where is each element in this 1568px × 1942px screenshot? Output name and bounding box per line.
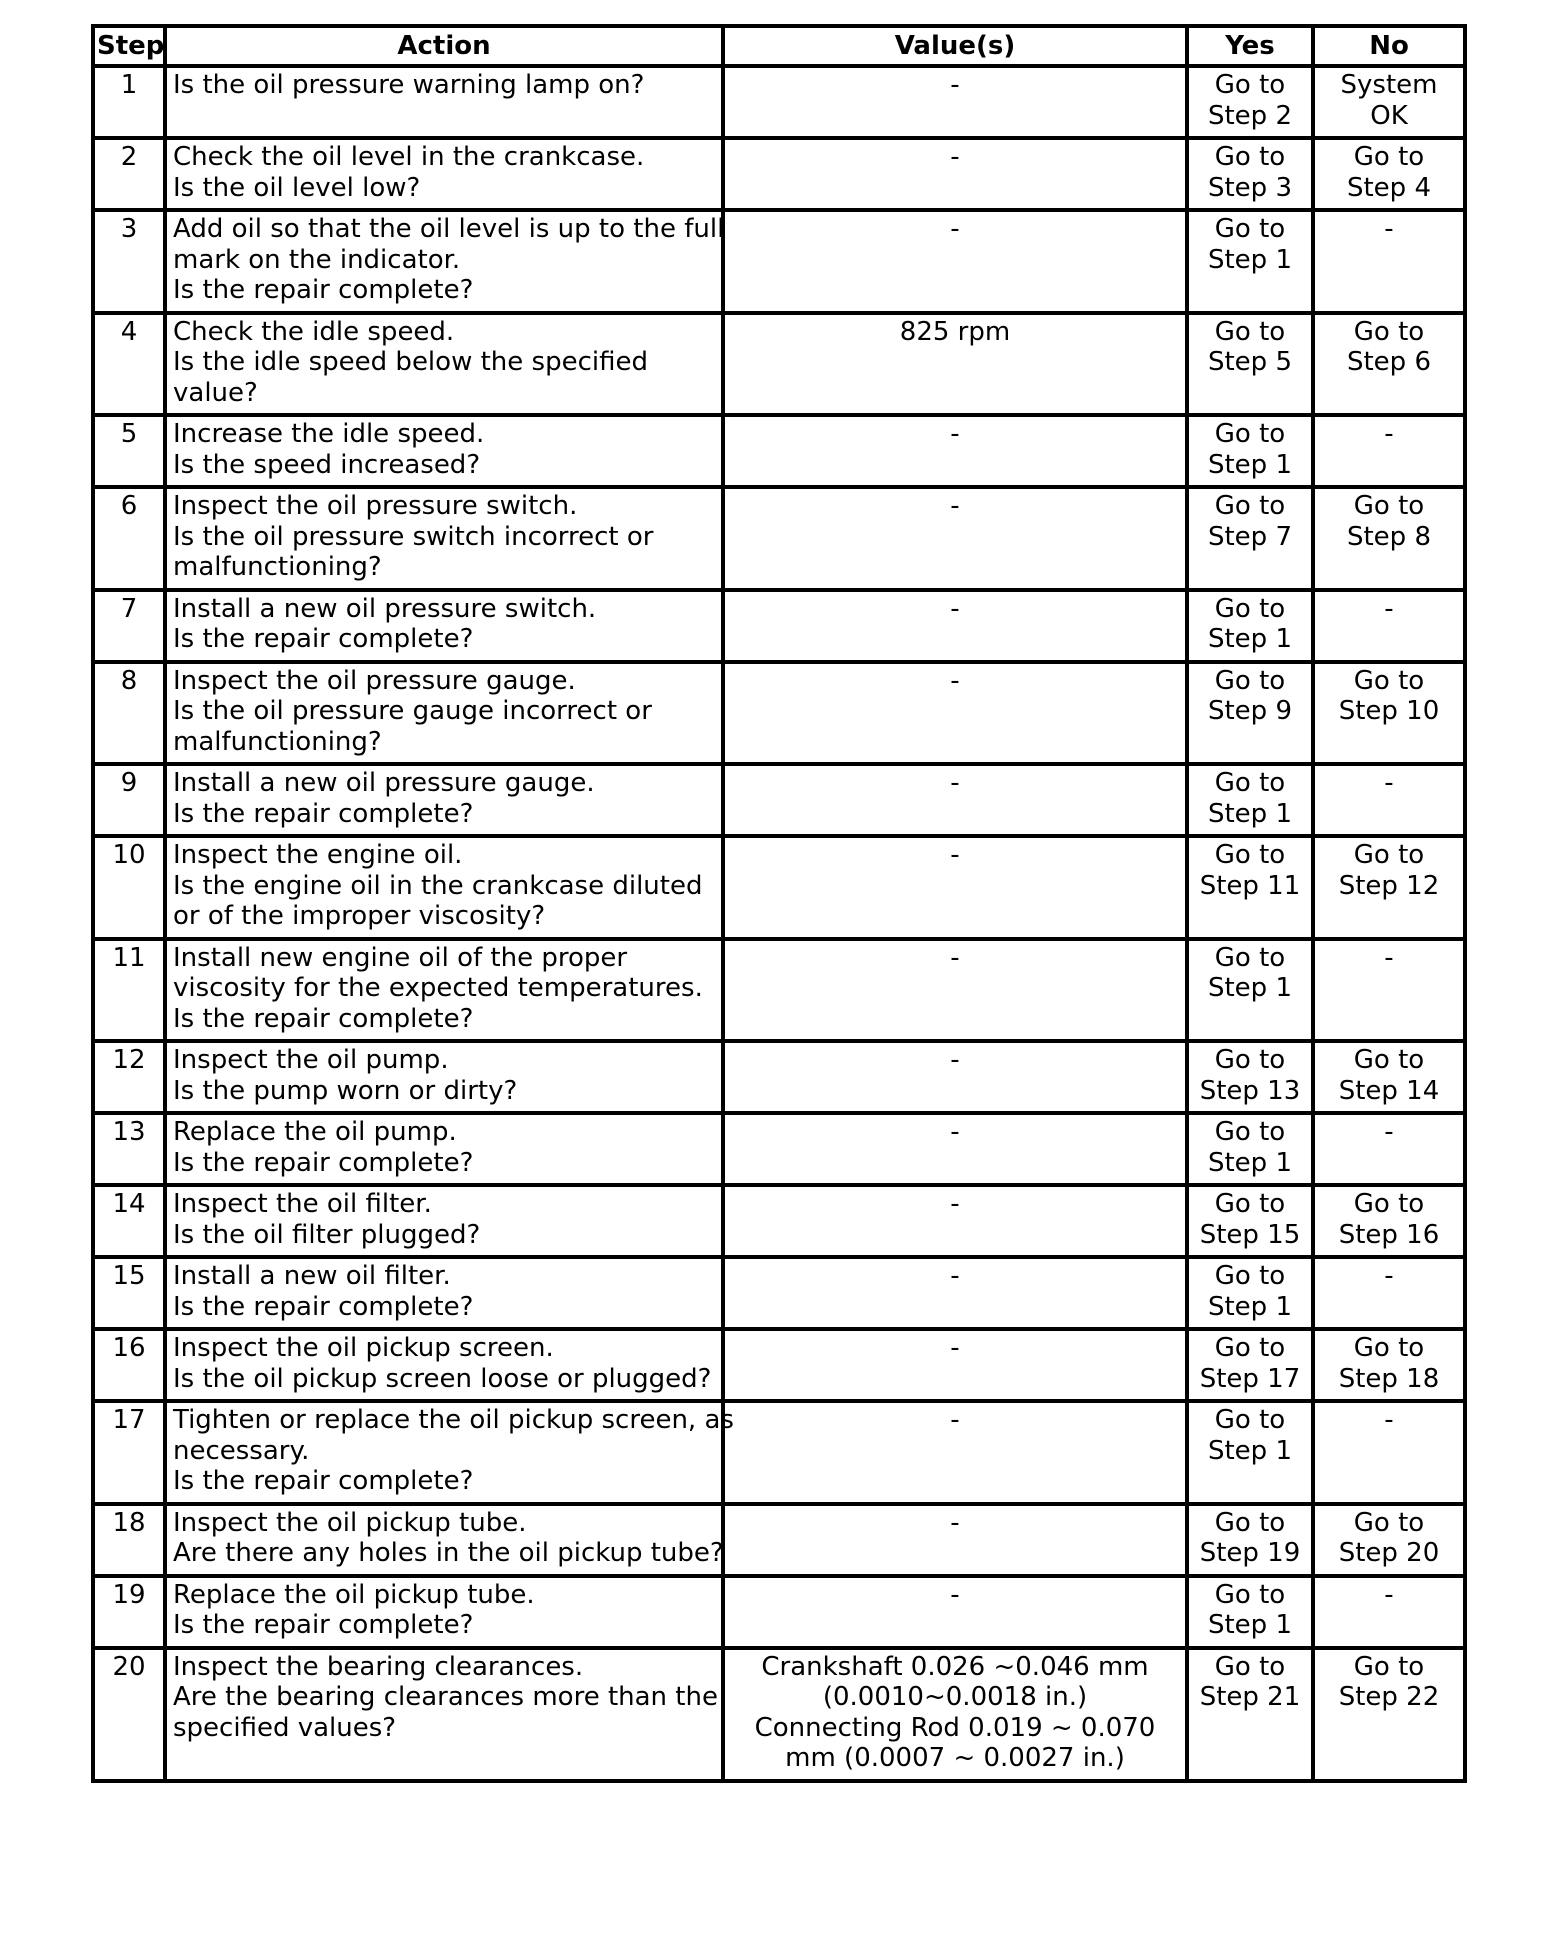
value-cell xyxy=(723,1401,1187,1504)
action-cell-line: Inspect the bearing clearances. xyxy=(173,1651,584,1682)
yes-cell-line: Go to xyxy=(1214,70,1286,100)
table-row xyxy=(93,66,1465,138)
yes-cell-line: Go to xyxy=(1214,1117,1286,1147)
no-cell-line: Step 6 xyxy=(1346,347,1431,377)
step-cell: 5 xyxy=(93,415,165,487)
step-cell: 2 xyxy=(93,138,165,210)
header-no: No xyxy=(1313,26,1465,66)
action-cell-line: Are the bearing clearances more than the xyxy=(173,1682,718,1712)
action-cell-line: Is the repair complete? xyxy=(173,1466,474,1496)
no-cell-line: - xyxy=(1384,1117,1394,1147)
table-row xyxy=(93,1648,1465,1781)
header-values: Value(s) xyxy=(723,26,1187,66)
no-cell-line: Step 12 xyxy=(1338,870,1440,901)
no-cell-line: - xyxy=(1384,1579,1394,1610)
value-cell xyxy=(723,1329,1187,1401)
action-cell-line: Is the repair complete? xyxy=(173,624,474,654)
no-cell xyxy=(1313,1257,1465,1329)
action-cell-line: Install new engine oil of the proper xyxy=(173,942,628,973)
action-cell xyxy=(165,313,723,416)
step-cell: 14 xyxy=(93,1185,165,1257)
value-cell-line: - xyxy=(950,70,960,100)
action-cell xyxy=(165,1257,723,1329)
action-cell xyxy=(165,1185,723,1257)
action-cell xyxy=(165,138,723,210)
yes-cell-line: Go to xyxy=(1214,1045,1286,1075)
value-cell-line: Crankshaft 0.026 ~0.046 mm xyxy=(761,1651,1149,1682)
no-cell-line: - xyxy=(1384,1261,1394,1291)
table-row xyxy=(93,1504,1465,1576)
yes-cell xyxy=(1187,1504,1313,1576)
action-cell-line: Is the oil pressure switch incorrect or xyxy=(173,521,654,552)
no-cell-line: Go to xyxy=(1353,665,1425,696)
step-cell: 11 xyxy=(93,939,165,1042)
yes-cell-line: Go to xyxy=(1214,768,1286,798)
no-cell xyxy=(1313,1041,1465,1113)
action-cell-line: Install a new oil filter. xyxy=(173,1261,451,1291)
value-cell-line: - xyxy=(950,1117,960,1147)
no-cell-line: - xyxy=(1384,768,1394,798)
no-cell-line: Step 16 xyxy=(1338,1219,1440,1250)
action-cell-line: or of the improper viscosity? xyxy=(173,901,546,931)
action-cell-line: Is the repair complete? xyxy=(173,1610,474,1640)
no-cell-line: - xyxy=(1384,593,1394,624)
no-cell-line: OK xyxy=(1370,100,1408,131)
value-cell xyxy=(723,1185,1187,1257)
value-cell xyxy=(723,590,1187,662)
action-cell xyxy=(165,66,723,138)
value-cell-line: - xyxy=(950,214,960,244)
step-cell: 4 xyxy=(93,313,165,416)
action-cell-line: Is the oil pressure warning lamp on? xyxy=(173,70,645,100)
action-cell-line: Is the repair complete? xyxy=(173,1003,474,1034)
table-row xyxy=(93,1185,1465,1257)
yes-cell-line: Step 5 xyxy=(1207,347,1292,377)
value-cell-line: - xyxy=(950,1045,960,1075)
action-cell xyxy=(165,836,723,939)
yes-cell xyxy=(1187,662,1313,765)
value-cell xyxy=(723,1504,1187,1576)
value-cell-line: mm (0.0007 ~ 0.0027 in.) xyxy=(785,1743,1125,1773)
table-row xyxy=(93,662,1465,765)
action-cell-line: Inspect the oil pressure switch. xyxy=(173,491,578,521)
action-cell-line: Install a new oil pressure switch. xyxy=(173,593,597,624)
value-cell xyxy=(723,662,1187,765)
step-cell: 3 xyxy=(93,210,165,313)
action-cell xyxy=(165,939,723,1042)
value-cell-line: - xyxy=(950,1189,960,1219)
step-cell: 20 xyxy=(93,1648,165,1781)
action-cell xyxy=(165,1329,723,1401)
action-cell-line: necessary. xyxy=(173,1435,310,1466)
yes-cell xyxy=(1187,138,1313,210)
diagnostic-table xyxy=(91,24,1467,1783)
action-cell xyxy=(165,764,723,836)
yes-cell-line: Go to xyxy=(1214,1651,1286,1682)
no-cell xyxy=(1313,590,1465,662)
value-cell-line: - xyxy=(950,1507,960,1538)
no-cell xyxy=(1313,138,1465,210)
action-cell-line: Is the repair complete? xyxy=(173,798,474,829)
action-cell xyxy=(165,590,723,662)
yes-cell xyxy=(1187,939,1313,1042)
action-cell-line: Is the repair complete? xyxy=(173,275,474,305)
no-cell xyxy=(1313,66,1465,138)
action-cell xyxy=(165,1113,723,1185)
no-cell-line: Step 8 xyxy=(1346,521,1431,552)
no-cell-line: Go to xyxy=(1353,1507,1425,1538)
action-cell-line: Is the idle speed below the specified xyxy=(173,347,648,377)
value-cell xyxy=(723,1257,1187,1329)
yes-cell-line: Go to xyxy=(1214,214,1286,244)
table-row xyxy=(93,210,1465,313)
yes-cell xyxy=(1187,1257,1313,1329)
step-cell: 8 xyxy=(93,662,165,765)
yes-cell-line: Go to xyxy=(1214,1333,1286,1363)
yes-cell-line: Go to xyxy=(1214,1189,1286,1219)
no-cell-line: Step 22 xyxy=(1338,1682,1440,1712)
yes-cell xyxy=(1187,1329,1313,1401)
table-row xyxy=(93,836,1465,939)
yes-cell-line: Go to xyxy=(1214,840,1286,870)
step-cell: 1 xyxy=(93,66,165,138)
no-cell xyxy=(1313,487,1465,590)
no-cell xyxy=(1313,836,1465,939)
value-cell-line: - xyxy=(950,942,960,973)
step-cell: 19 xyxy=(93,1576,165,1648)
table-row xyxy=(93,1401,1465,1504)
action-cell-line: Are there any holes in the oil pickup tube? xyxy=(173,1538,724,1568)
action-cell-line: Is the repair complete? xyxy=(173,1147,474,1178)
value-cell xyxy=(723,1648,1187,1781)
yes-cell-line: Go to xyxy=(1214,593,1286,624)
value-cell-line: - xyxy=(950,840,960,870)
action-cell xyxy=(165,1648,723,1781)
value-cell-line: - xyxy=(950,1333,960,1363)
no-cell-line: Go to xyxy=(1353,1333,1425,1363)
value-cell xyxy=(723,1113,1187,1185)
yes-cell-line: Step 19 xyxy=(1199,1538,1301,1568)
yes-cell-line: Step 1 xyxy=(1207,624,1292,654)
no-cell-line: Go to xyxy=(1353,142,1425,172)
no-cell-line: Step 14 xyxy=(1338,1075,1440,1106)
yes-cell xyxy=(1187,66,1313,138)
no-cell xyxy=(1313,415,1465,487)
no-cell xyxy=(1313,313,1465,416)
yes-cell xyxy=(1187,313,1313,416)
yes-cell-line: Step 21 xyxy=(1199,1682,1301,1712)
no-cell-line: Go to xyxy=(1353,1045,1425,1075)
value-cell-line: - xyxy=(950,142,960,172)
yes-cell-line: Step 13 xyxy=(1199,1075,1301,1106)
value-cell-line: - xyxy=(950,665,960,696)
yes-cell-line: Go to xyxy=(1214,1405,1286,1435)
yes-cell-line: Go to xyxy=(1214,1579,1286,1610)
action-cell-line: viscosity for the expected temperatures. xyxy=(173,973,703,1003)
yes-cell-line: Step 15 xyxy=(1199,1219,1301,1250)
yes-cell-line: Step 7 xyxy=(1207,521,1292,552)
action-cell-line: Inspect the oil pressure gauge. xyxy=(173,665,576,696)
no-cell xyxy=(1313,939,1465,1042)
action-cell-line: Tighten or replace the oil pickup screen, as xyxy=(173,1405,734,1435)
table-row xyxy=(93,939,1465,1042)
yes-cell xyxy=(1187,1113,1313,1185)
yes-cell xyxy=(1187,415,1313,487)
yes-cell xyxy=(1187,590,1313,662)
no-cell-line: Go to xyxy=(1353,491,1425,521)
step-cell: 12 xyxy=(93,1041,165,1113)
table-row xyxy=(93,1257,1465,1329)
no-cell xyxy=(1313,1185,1465,1257)
yes-cell-line: Step 11 xyxy=(1199,870,1301,901)
no-cell-line: - xyxy=(1384,942,1394,973)
action-cell-line: Inspect the oil pump. xyxy=(173,1045,449,1075)
value-cell xyxy=(723,836,1187,939)
yes-cell-line: Step 1 xyxy=(1207,798,1292,829)
yes-cell-line: Go to xyxy=(1214,491,1286,521)
no-cell-line: Step 10 xyxy=(1338,696,1440,726)
yes-cell-line: Step 1 xyxy=(1207,1147,1292,1178)
action-cell-line: Is the engine oil in the crankcase diluted xyxy=(173,870,703,901)
action-cell-line: Is the oil filter plugged? xyxy=(173,1219,481,1250)
no-cell xyxy=(1313,764,1465,836)
step-cell: 15 xyxy=(93,1257,165,1329)
value-cell-line: - xyxy=(950,1405,960,1435)
table-row xyxy=(93,764,1465,836)
action-cell-line: Replace the oil pump. xyxy=(173,1117,457,1147)
no-cell-line: - xyxy=(1384,214,1394,244)
no-cell-line: Step 18 xyxy=(1338,1363,1440,1394)
yes-cell-line: Go to xyxy=(1214,316,1286,347)
no-cell xyxy=(1313,1576,1465,1648)
step-cell: 16 xyxy=(93,1329,165,1401)
header-yes: Yes xyxy=(1187,26,1313,66)
value-cell xyxy=(723,138,1187,210)
yes-cell xyxy=(1187,1185,1313,1257)
step-cell: 18 xyxy=(93,1504,165,1576)
value-cell-line: - xyxy=(950,1261,960,1291)
value-cell-line: (0.0010~0.0018 in.) xyxy=(822,1682,1088,1712)
value-cell-line: Connecting Rod 0.019 ~ 0.070 xyxy=(754,1712,1156,1743)
yes-cell-line: Step 17 xyxy=(1199,1363,1301,1394)
no-cell-line: Step 4 xyxy=(1346,172,1431,203)
yes-cell-line: Step 1 xyxy=(1207,244,1292,275)
no-cell xyxy=(1313,210,1465,313)
no-cell xyxy=(1313,1648,1465,1781)
table-row xyxy=(93,138,1465,210)
yes-cell xyxy=(1187,1401,1313,1504)
value-cell-line: - xyxy=(950,491,960,521)
yes-cell xyxy=(1187,1648,1313,1781)
action-cell xyxy=(165,1576,723,1648)
yes-cell-line: Step 1 xyxy=(1207,1435,1292,1466)
action-cell-line: Is the repair complete? xyxy=(173,1291,474,1322)
step-cell: 13 xyxy=(93,1113,165,1185)
action-cell-line: specified values? xyxy=(173,1712,397,1743)
value-cell xyxy=(723,1041,1187,1113)
action-cell-line: Is the pump worn or dirty? xyxy=(173,1075,518,1106)
action-cell-line: Is the oil pressure gauge incorrect or xyxy=(173,696,652,726)
action-cell xyxy=(165,487,723,590)
yes-cell xyxy=(1187,1041,1313,1113)
yes-cell-line: Go to xyxy=(1214,142,1286,172)
table-row xyxy=(93,1041,1465,1113)
yes-cell-line: Step 2 xyxy=(1207,100,1292,131)
no-cell xyxy=(1313,662,1465,765)
value-cell xyxy=(723,415,1187,487)
table-row xyxy=(93,1329,1465,1401)
action-cell-line: Replace the oil pickup tube. xyxy=(173,1579,535,1610)
action-cell-line: value? xyxy=(173,377,258,408)
action-cell-line: Add oil so that the oil level is up to the full xyxy=(173,214,725,244)
action-cell xyxy=(165,415,723,487)
yes-cell-line: Go to xyxy=(1214,419,1286,449)
value-cell-line: - xyxy=(950,1579,960,1610)
value-cell-line: 825 rpm xyxy=(899,316,1011,347)
no-cell-line: Go to xyxy=(1353,1651,1425,1682)
action-cell xyxy=(165,210,723,313)
action-cell-line: Is the oil level low? xyxy=(173,172,421,203)
action-cell-line: Inspect the oil pickup screen. xyxy=(173,1333,554,1363)
value-cell xyxy=(723,210,1187,313)
no-cell-line: Step 20 xyxy=(1338,1538,1440,1568)
yes-cell xyxy=(1187,764,1313,836)
step-cell: 17 xyxy=(93,1401,165,1504)
value-cell-line: - xyxy=(950,419,960,449)
yes-cell xyxy=(1187,1576,1313,1648)
action-cell xyxy=(165,1401,734,1504)
table-row xyxy=(93,415,1465,487)
yes-cell xyxy=(1187,487,1313,590)
step-cell: 10 xyxy=(93,836,165,939)
action-cell-line: malfunctioning? xyxy=(173,552,382,582)
no-cell xyxy=(1313,1329,1465,1401)
action-cell-line: Inspect the engine oil. xyxy=(173,840,463,870)
value-cell xyxy=(723,313,1187,416)
action-cell-line: Check the oil level in the crankcase. xyxy=(173,142,645,172)
no-cell xyxy=(1313,1504,1465,1576)
action-cell xyxy=(165,1041,723,1113)
table-row xyxy=(93,590,1465,662)
table-row xyxy=(93,313,1465,416)
yes-cell-line: Go to xyxy=(1214,1261,1286,1291)
value-cell-line: - xyxy=(950,768,960,798)
yes-cell-line: Go to xyxy=(1214,942,1286,973)
action-cell-line: mark on the indicator. xyxy=(173,244,461,275)
yes-cell-line: Go to xyxy=(1214,665,1286,696)
no-cell-line: Go to xyxy=(1353,316,1425,347)
header-action: Action xyxy=(165,26,723,66)
action-cell-line: Inspect the oil pickup tube. xyxy=(173,1507,527,1538)
action-cell-line: Is the speed increased? xyxy=(173,449,481,480)
action-cell-line: Is the oil pickup screen loose or plugged? xyxy=(173,1363,712,1394)
no-cell-line: - xyxy=(1384,1405,1394,1435)
no-cell-line: Go to xyxy=(1353,1189,1425,1219)
no-cell-line: System xyxy=(1340,70,1438,100)
value-cell xyxy=(723,1576,1187,1648)
yes-cell xyxy=(1187,836,1313,939)
no-cell xyxy=(1313,1113,1465,1185)
yes-cell-line: Step 1 xyxy=(1207,973,1292,1003)
table-row xyxy=(93,487,1465,590)
step-cell: 6 xyxy=(93,487,165,590)
step-cell: 9 xyxy=(93,764,165,836)
value-cell xyxy=(723,764,1187,836)
yes-cell xyxy=(1187,210,1313,313)
yes-cell-line: Step 9 xyxy=(1207,696,1292,726)
no-cell xyxy=(1313,1401,1465,1504)
no-cell-line: Go to xyxy=(1353,840,1425,870)
value-cell xyxy=(723,487,1187,590)
value-cell xyxy=(723,66,1187,138)
table-body xyxy=(93,66,1465,1781)
action-cell-line: Increase the idle speed. xyxy=(173,419,485,449)
header-row xyxy=(93,26,1465,66)
action-cell-line: Inspect the oil filter. xyxy=(173,1189,432,1219)
step-cell: 7 xyxy=(93,590,165,662)
value-cell-line: - xyxy=(950,593,960,624)
yes-cell-line: Step 1 xyxy=(1207,1291,1292,1322)
value-cell xyxy=(723,939,1187,1042)
action-cell-line: Install a new oil pressure gauge. xyxy=(173,768,595,798)
yes-cell-line: Go to xyxy=(1214,1507,1286,1538)
yes-cell-line: Step 3 xyxy=(1207,172,1292,203)
table-row xyxy=(93,1113,1465,1185)
action-cell xyxy=(165,662,723,765)
action-cell xyxy=(165,1504,723,1576)
yes-cell-line: Step 1 xyxy=(1207,449,1292,480)
table-row xyxy=(93,1576,1465,1648)
yes-cell-line: Step 1 xyxy=(1207,1610,1292,1640)
action-cell-line: Check the idle speed. xyxy=(173,316,455,347)
no-cell-line: - xyxy=(1384,419,1394,449)
action-cell-line: malfunctioning? xyxy=(173,726,382,757)
header-step: Step xyxy=(93,26,165,66)
